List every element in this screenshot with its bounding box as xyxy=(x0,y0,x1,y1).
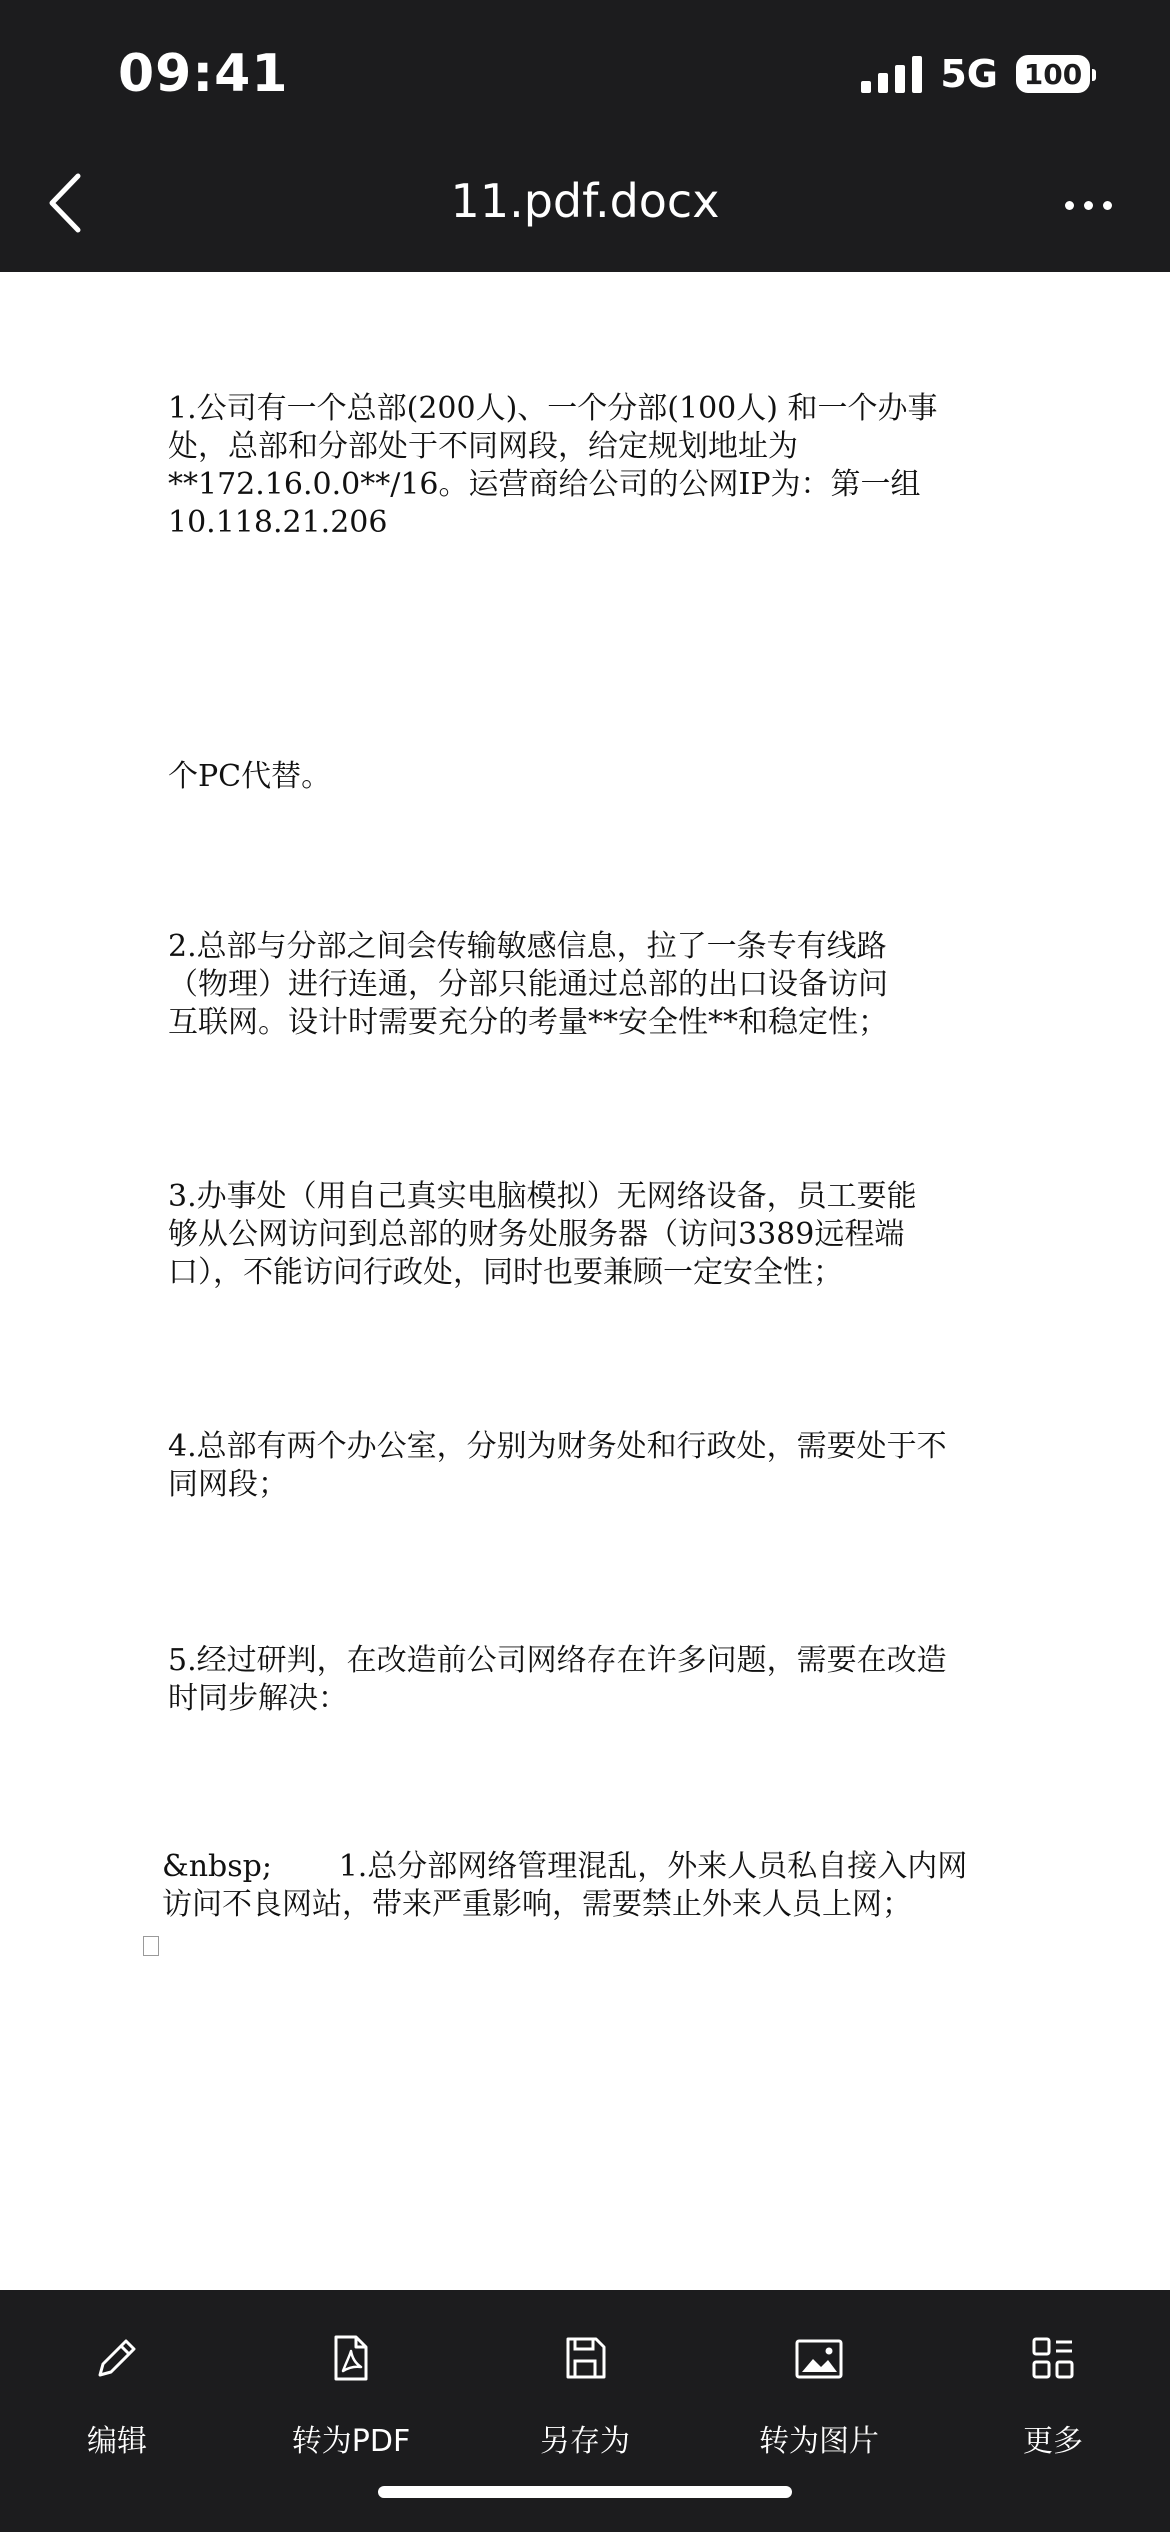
paragraph-2: 个PC代替。 xyxy=(168,759,332,794)
placeholder-glyph-box xyxy=(143,1936,159,1956)
grid-icon xyxy=(1025,2330,1081,2386)
top-bar xyxy=(0,0,1170,272)
convert-to-pdf-label: 转为PDF xyxy=(291,2424,411,2459)
more-label: 更多 xyxy=(1023,2424,1083,2459)
document-title: 11.pdf.docx xyxy=(450,174,720,228)
document-body[interactable] xyxy=(0,272,1170,2290)
more-dot-icon xyxy=(1065,201,1074,210)
pencil-icon xyxy=(89,2330,145,2386)
chevron-left-icon xyxy=(46,172,82,234)
save-icon xyxy=(557,2330,613,2386)
image-icon xyxy=(791,2330,847,2386)
more-dot-icon xyxy=(1084,201,1093,210)
edit-label: 编辑 xyxy=(87,2424,147,2459)
paragraph-6: 5.经过研判，在改造前公司网络存在许多问题，需要在改造 时同步解决： xyxy=(168,1643,947,1716)
paragraph-5: 4.总部有两个办公室，分别为财务处和行政处，需要处于不 同网段； xyxy=(168,1429,947,1502)
more-options-button[interactable] xyxy=(1048,180,1128,230)
more-button[interactable] xyxy=(936,2330,1170,2460)
pdf-file-icon xyxy=(323,2330,379,2386)
cellular-signal-icon xyxy=(861,55,922,93)
save-as-label: 另存为 xyxy=(540,2424,630,2459)
convert-to-image-label: 转为图片 xyxy=(759,2424,879,2459)
convert-to-pdf-button[interactable] xyxy=(234,2330,468,2460)
status-time: 09:41 xyxy=(118,44,289,104)
more-dot-icon xyxy=(1103,201,1112,210)
paragraph-3: 2.总部与分部之间会传输敏感信息，拉了一条专有线路 （物理）进行连通，分部只能通过总部的出口设备访问 互联网。设计时需要充分的考量**安全性**和稳定性； xyxy=(168,929,888,1040)
edit-button[interactable] xyxy=(0,2330,234,2460)
save-as-button[interactable] xyxy=(468,2330,702,2460)
home-indicator[interactable] xyxy=(378,2486,792,2498)
convert-to-image-button[interactable] xyxy=(702,2330,936,2460)
paragraph-4: 3.办事处（用自己真实电脑模拟）无网络设备，员工要能 够从公网访问到总部的财务处服务器（访问3389远程端 口），不能访问行政处，同时也要兼顾一定安全性； xyxy=(168,1179,917,1290)
bottom-toolbar xyxy=(0,2290,1170,2532)
network-type: 5G xyxy=(940,52,998,96)
status-indicators xyxy=(861,52,1090,96)
back-button[interactable] xyxy=(34,168,94,238)
paragraph-7: &nbsp; 1.总分部网络管理混乱，外来人员私自接入内网 访问不良网站，带来严重影响，需要禁止外来人员上网； xyxy=(162,1849,968,1922)
battery-icon: 100 xyxy=(1016,55,1090,93)
paragraph-1: 1.公司有一个总部(200人)、一个分部(100人) 和一个办事 处，总部和分部处于不同网段，给定规划地址为 **172.16.0.0**/16。运营商给公司的公网IP为：第一组 10.118.21.206 xyxy=(168,391,938,540)
